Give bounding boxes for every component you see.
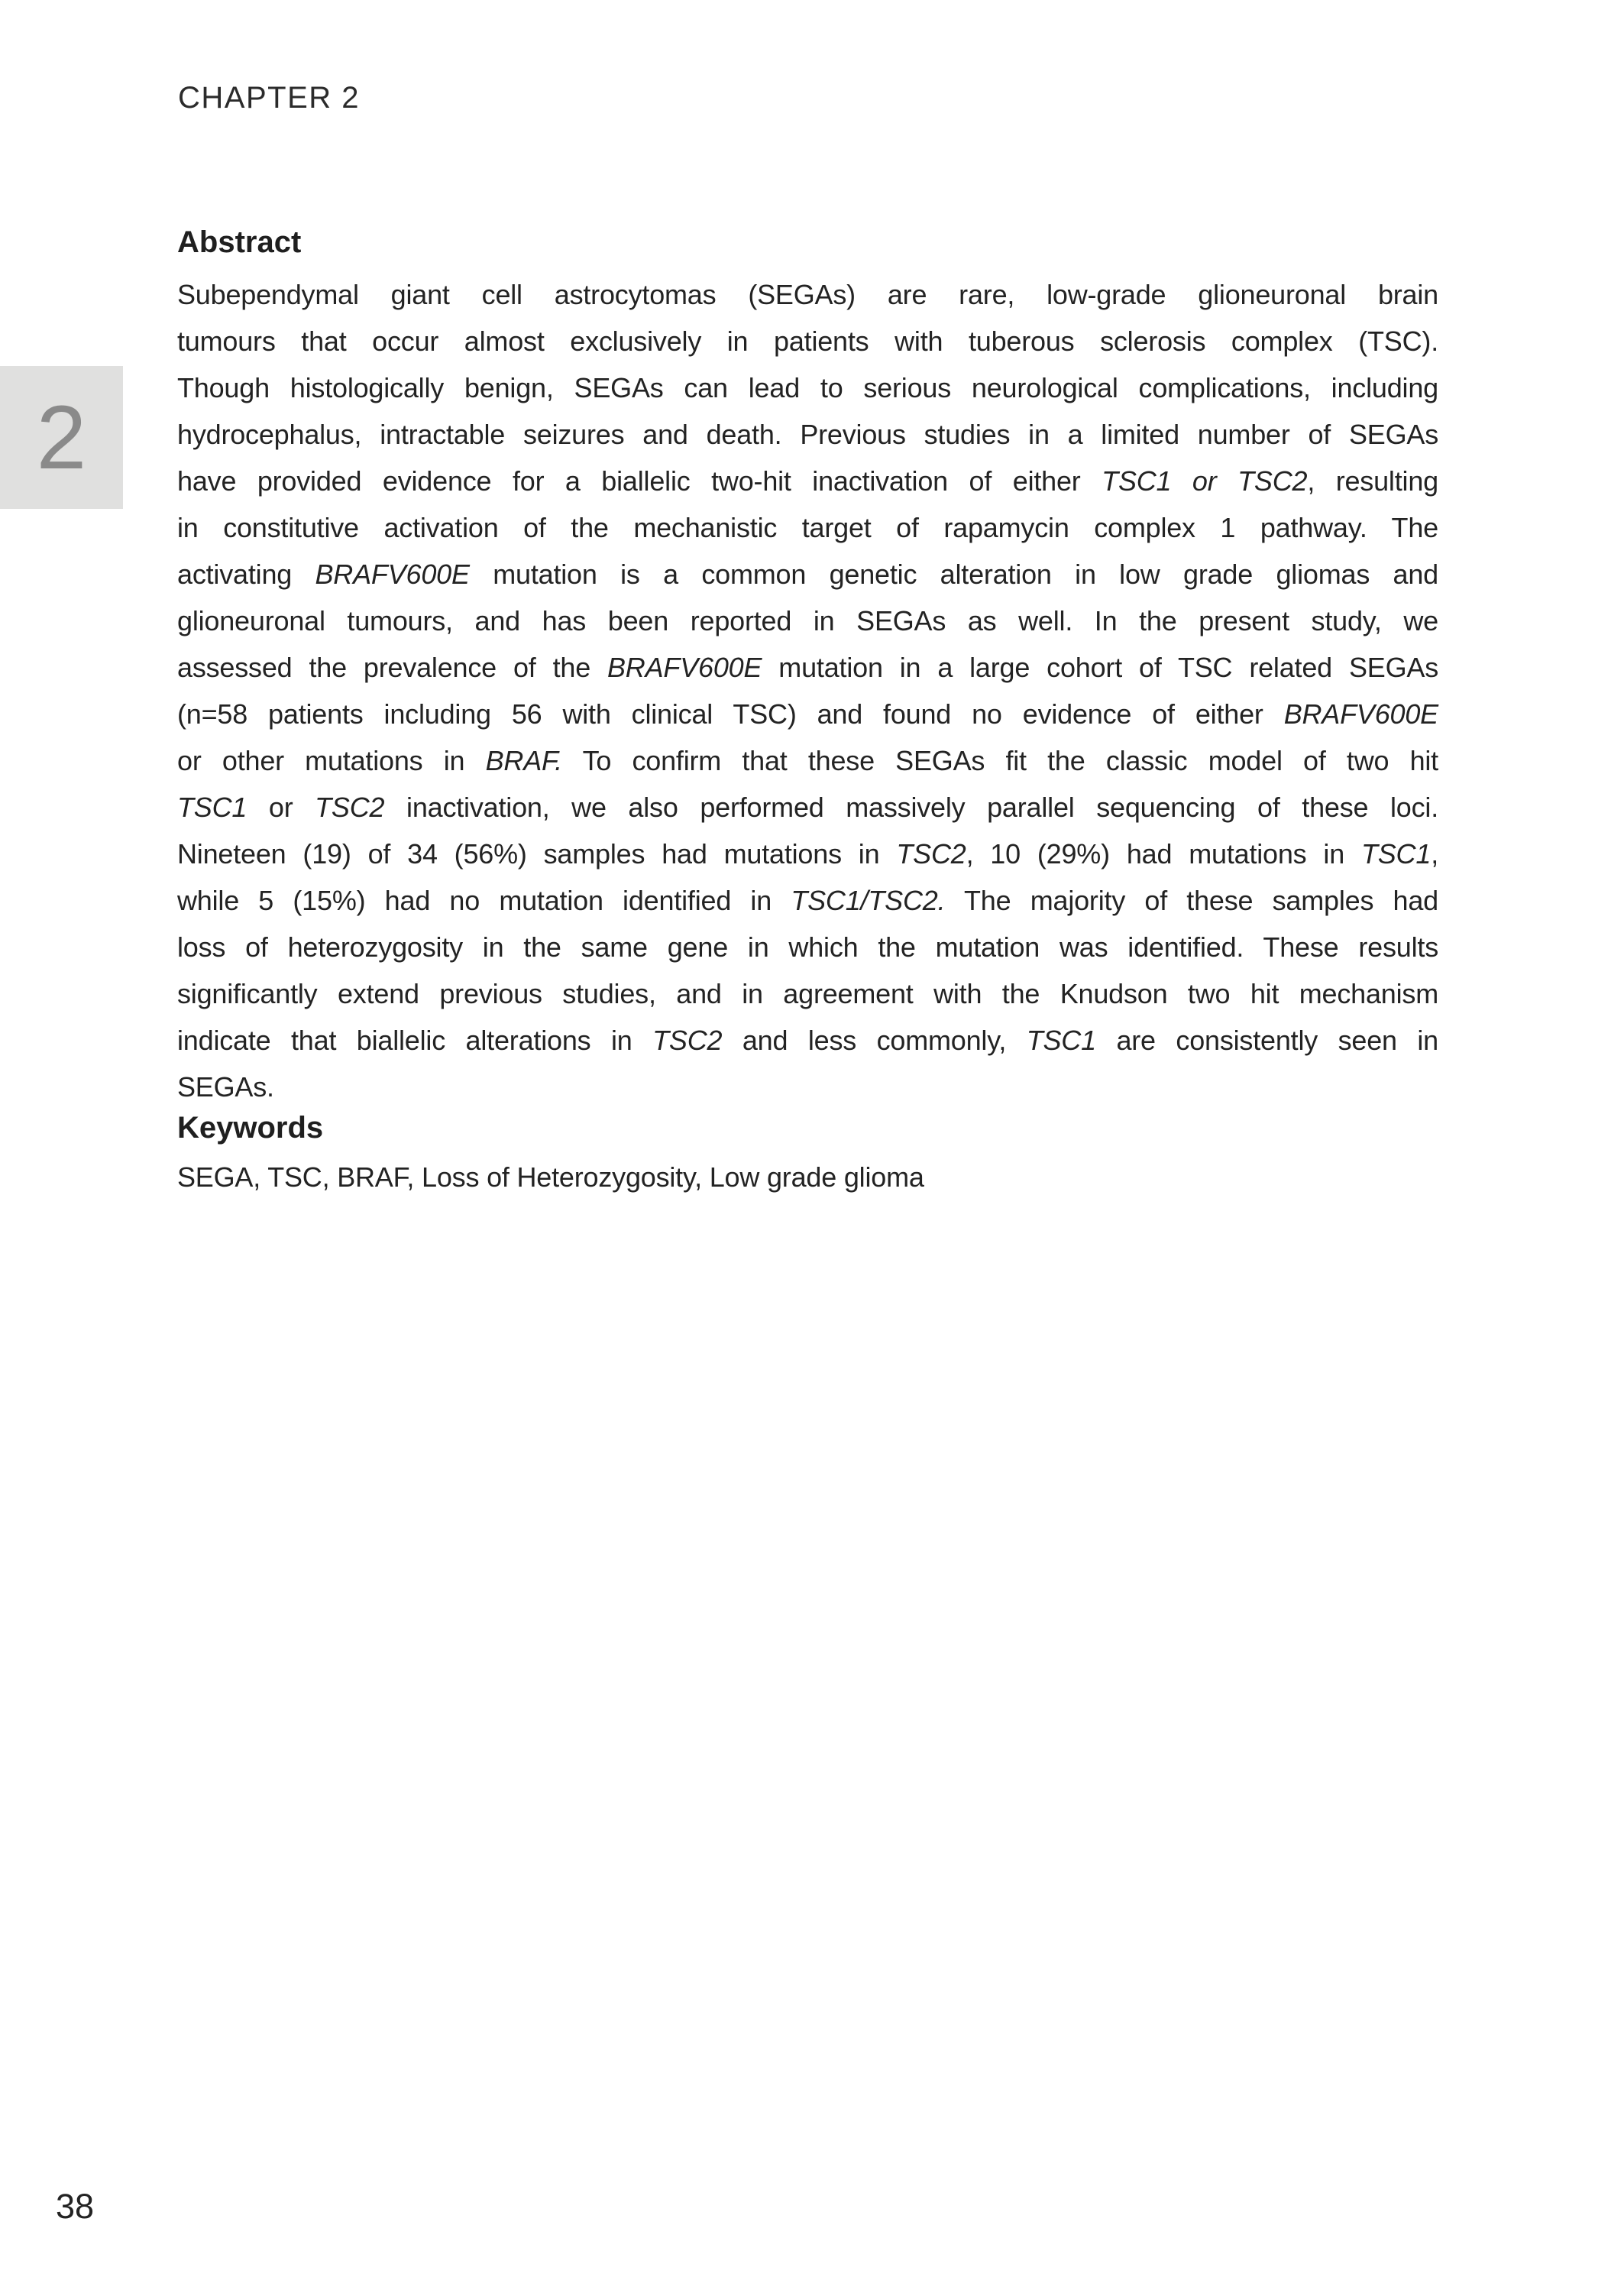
- abstract-line: [177, 970, 1438, 1017]
- abstract-line: [177, 877, 1438, 924]
- abstract-body: [177, 271, 1438, 1110]
- abstract-section: [177, 224, 1438, 1110]
- abstract-line: [177, 271, 1438, 318]
- gene-name-italic: TSC1: [177, 792, 247, 823]
- keywords-text: SEGA, TSC, BRAF, Loss of Heterozygosity, Low grade glioma: [177, 1161, 924, 1193]
- abstract-text: or other mutations in: [177, 745, 486, 776]
- abstract-text: Though histologically benign, SEGAs can lead to serious neurological complications, including: [177, 372, 1438, 403]
- abstract-line: [177, 784, 1438, 831]
- abstract-line: [177, 504, 1438, 551]
- gene-name-italic: BRAF.: [485, 745, 562, 776]
- gene-name-italic: TSC2: [652, 1025, 723, 1056]
- chapter-tab-number: 2: [36, 387, 87, 488]
- gene-name-italic: BRAFV600E: [607, 652, 762, 683]
- abstract-text: indicate that biallelic alterations in: [177, 1025, 653, 1056]
- gene-name-italic: TSC1: [1360, 838, 1432, 870]
- chapter-tab: [0, 366, 123, 509]
- abstract-line: [177, 411, 1438, 458]
- gene-name-italic: BRAFV600E: [1283, 698, 1438, 730]
- abstract-text: hydrocephalus, intractable seizures and death. Previous studies in a limited number of SEGAs: [177, 419, 1438, 450]
- abstract-line: [177, 644, 1438, 691]
- abstract-text: Nineteen (19) of 34 (56%) samples had mutations in: [177, 838, 897, 870]
- chapter-header: CHAPTER 2: [178, 81, 360, 115]
- gene-name-italic: TSC1/TSC2.: [791, 885, 946, 916]
- abstract-text: or: [247, 792, 315, 823]
- abstract-text: loss of heterozygosity in the same gene in which the mutation was identified. These results: [177, 931, 1438, 963]
- abstract-text: Subependymal giant cell astrocytomas (SEGAs) are rare, low-grade glioneuronal brain: [177, 279, 1438, 310]
- abstract-text: tumours that occur almost exclusively in patients with tuberous sclerosis complex (TSC).: [177, 325, 1438, 357]
- abstract-line: [177, 598, 1438, 644]
- gene-name-italic: BRAFV600E: [315, 559, 470, 590]
- abstract-text: To confirm that these SEGAs fit the classic model of two hit: [561, 745, 1438, 776]
- abstract-line: [177, 1017, 1438, 1064]
- abstract-text: , resulting: [1307, 465, 1438, 497]
- abstract-line: [177, 551, 1438, 598]
- abstract-text: glioneuronal tumours, and has been reported in SEGAs as well. In the present study, we: [177, 605, 1438, 636]
- abstract-text: significantly extend previous studies, and in agreement with the Knudson two hit mechanism: [177, 978, 1438, 1009]
- abstract-text: ,: [1431, 838, 1438, 870]
- gene-name-italic: TSC2: [315, 792, 385, 823]
- abstract-text: in constitutive activation of the mechanistic target of rapamycin complex 1 pathway. The: [177, 512, 1438, 543]
- abstract-text: The majority of these samples had: [945, 885, 1438, 916]
- abstract-line: [177, 364, 1438, 411]
- keywords-section: [177, 1109, 1438, 1196]
- abstract-line: [177, 318, 1438, 364]
- abstract-text: inactivation, we also performed massively parallel sequencing of these loci.: [384, 792, 1439, 823]
- abstract-line: [177, 458, 1438, 504]
- abstract-text: assessed the prevalence of the: [177, 652, 607, 683]
- abstract-line: [177, 737, 1438, 784]
- abstract-text: SEGAs.: [177, 1071, 274, 1103]
- abstract-heading: Abstract: [177, 225, 302, 259]
- abstract-text: have provided evidence for a biallelic two-hit inactivation of either: [177, 465, 1102, 497]
- abstract-text: (n=58 patients including 56 with clinical TSC) and found no evidence of either: [177, 698, 1284, 730]
- abstract-text: mutation is a common genetic alteration in low grade gliomas and: [469, 559, 1438, 590]
- abstract-line: [177, 691, 1438, 737]
- gene-name-italic: TSC1 or TSC2: [1102, 465, 1308, 497]
- abstract-text: , 10 (29%) had mutations in: [966, 838, 1361, 870]
- abstract-text: mutation in a large cohort of TSC related SEGAs: [762, 652, 1439, 683]
- abstract-line: [177, 1064, 1438, 1110]
- abstract-text: are consistently seen in: [1095, 1025, 1439, 1056]
- abstract-line: [177, 924, 1438, 970]
- gene-name-italic: TSC2: [896, 838, 966, 870]
- abstract-line: [177, 831, 1438, 877]
- abstract-text: and less commonly,: [722, 1025, 1027, 1056]
- abstract-text: while 5 (15%) had no mutation identified in: [177, 885, 791, 916]
- keywords-heading: Keywords: [177, 1111, 324, 1145]
- page-number: 38: [56, 2187, 95, 2226]
- abstract-text: activating: [177, 559, 315, 590]
- gene-name-italic: TSC1: [1026, 1025, 1096, 1056]
